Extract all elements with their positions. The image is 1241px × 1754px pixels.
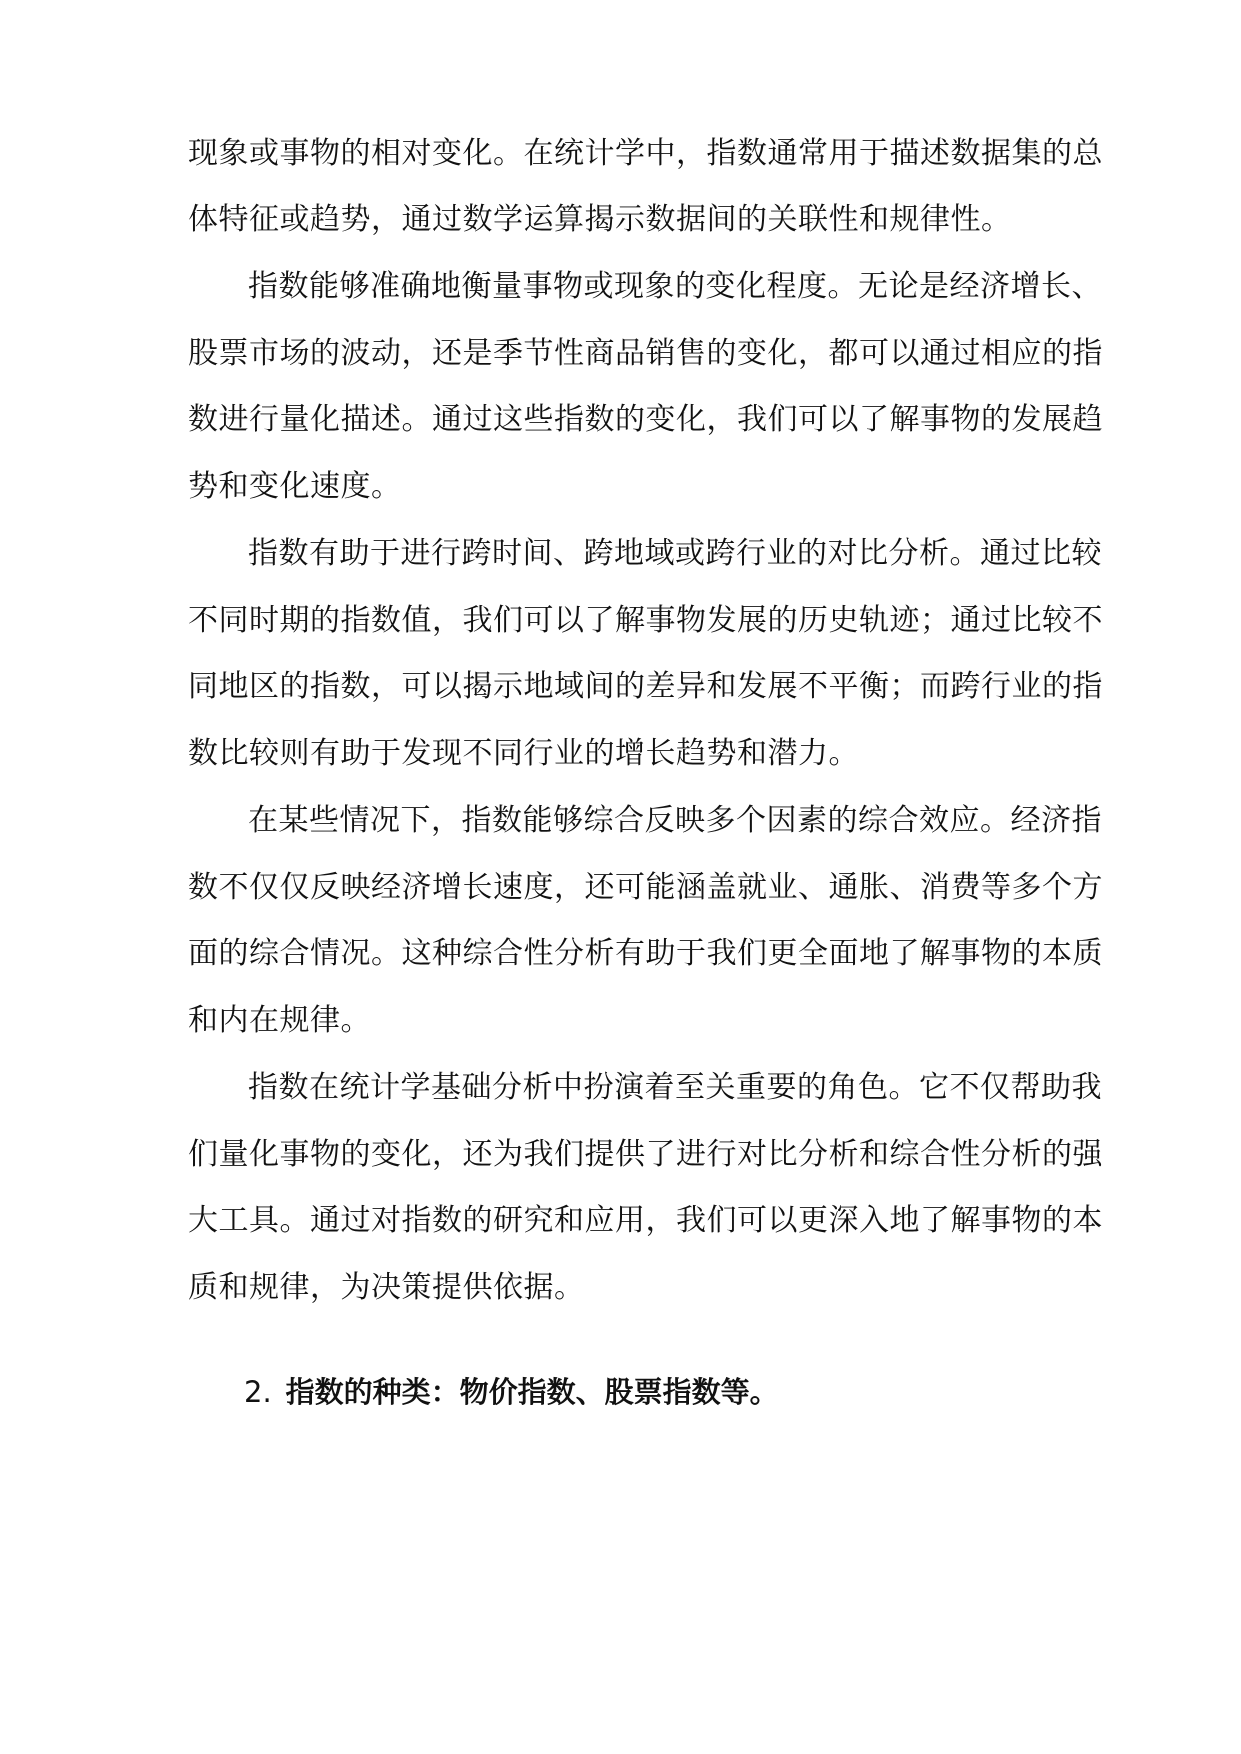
paragraph-line: 指数在统计学基础分析中扮演着至关重要的角色。它不仅帮助我	[248, 1070, 1102, 1105]
paragraph-line: 指数有助于进行跨时间、跨地域或跨行业的对比分析。通过比较	[248, 536, 1102, 571]
paragraph-line: 数进行量化描述。通过这些指数的变化，我们可以了解事物的发展趋	[188, 402, 1103, 437]
paragraph-line: 现象或事物的相对变化。在统计学中，指数通常用于描述数据集的总	[188, 136, 1103, 171]
section-number: 2.	[244, 1375, 272, 1409]
paragraph-line: 数比较则有助于发现不同行业的增长趋势和潜力。	[188, 736, 859, 771]
paragraph-line: 体特征或趋势，通过数学运算揭示数据间的关联性和规律性。	[188, 202, 1012, 237]
paragraph-line: 同地区的指数，可以揭示地域间的差异和发展不平衡；而跨行业的指	[188, 669, 1103, 704]
section-title: 指数的种类：物价指数、股票指数等。	[285, 1375, 779, 1409]
paragraph-line: 势和变化速度。	[188, 469, 402, 504]
paragraph-line: 股票市场的波动，还是季节性商品销售的变化，都可以通过相应的指	[188, 336, 1103, 371]
paragraph-line: 指数能够准确地衡量事物或现象的变化程度。无论是经济增长、	[248, 269, 1102, 304]
paragraph-line: 质和规律，为决策提供依据。	[188, 1270, 585, 1305]
paragraph-line: 面的综合情况。这种综合性分析有助于我们更全面地了解事物的本质	[188, 936, 1103, 971]
section-heading	[244, 1372, 779, 1412]
paragraph-line: 和内在规律。	[188, 1003, 371, 1038]
paragraph-line: 们量化事物的变化，还为我们提供了进行对比分析和综合性分析的强	[188, 1137, 1103, 1172]
paragraph-line: 数不仅仅反映经济增长速度，还可能涵盖就业、通胀、消费等多个方	[188, 870, 1103, 905]
paragraph-line: 大工具。通过对指数的研究和应用，我们可以更深入地了解事物的本	[188, 1203, 1103, 1238]
paragraph-line: 不同时期的指数值，我们可以了解事物发展的历史轨迹；通过比较不	[188, 603, 1103, 638]
paragraph-line: 在某些情况下，指数能够综合反映多个因素的综合效应。经济指	[248, 803, 1102, 838]
